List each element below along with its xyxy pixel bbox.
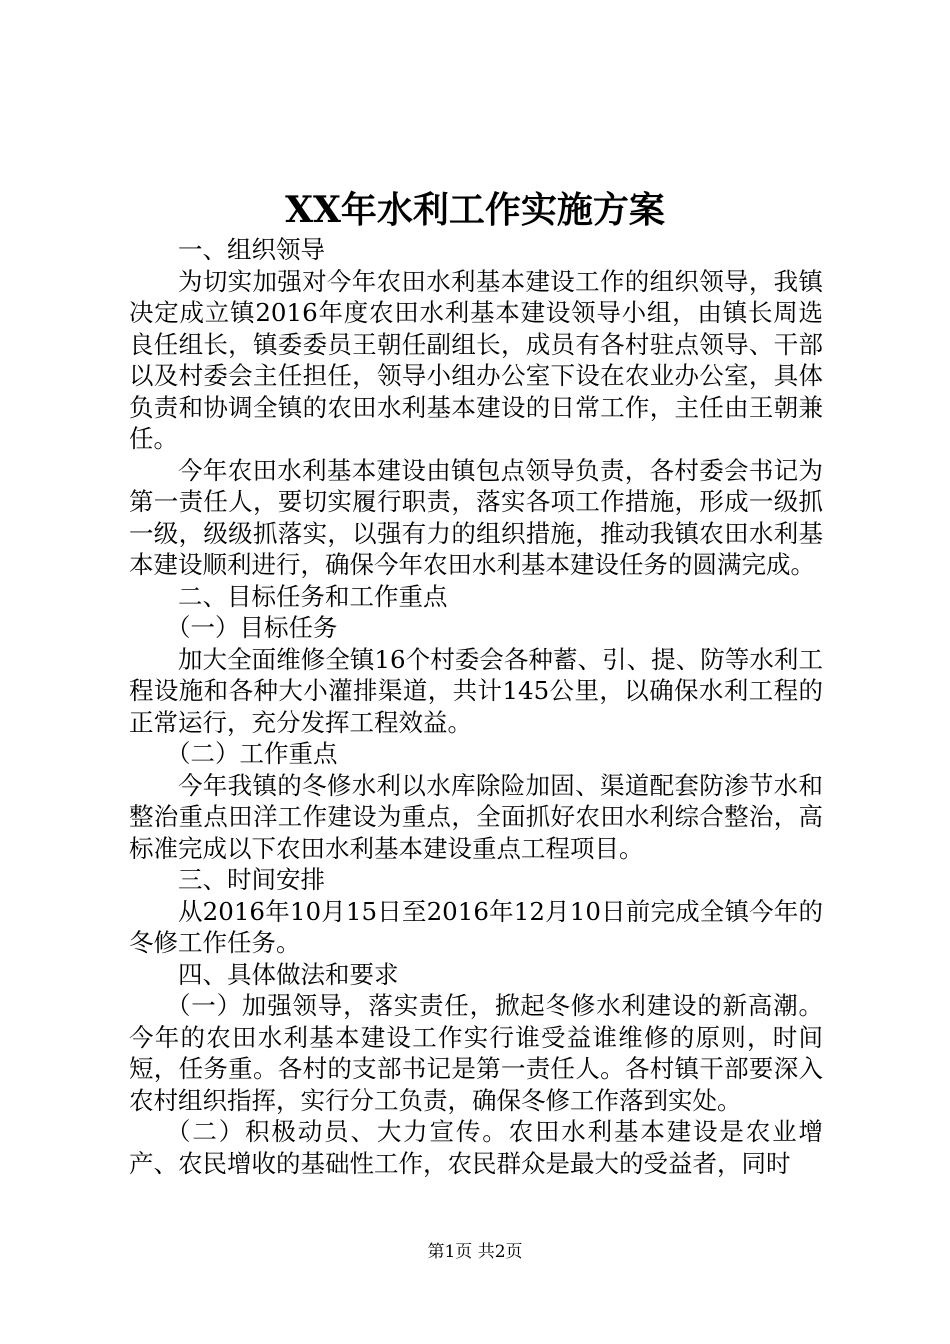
paragraph: 为切实加强对今年农田水利基本建设工作的组织领导，我镇决定成立镇2016年度农田水利基本建设领导小组，由镇长周选良任组长，镇委委员王朝任副组长，成员有各村驻点领导、干部以及村委会主任担任，领导小组办公室下设在农业办公室，具体负责和协调全镇的农田水利基本建设的日常工作，主任由王朝兼任。 <box>129 266 823 453</box>
paragraph: （一）加强领导，落实责任，掀起冬修水利建设的新高潮。今年的农田水利基本建设工作实行谁受益谁维修的原则，时间短，任务重。各村的支部书记是第一责任人。各村镇干部要深入农村组织指挥，实行分工负责，确保冬修工作落到实处。 <box>129 991 823 1115</box>
document-title: XX年水利工作实施方案 <box>285 189 665 231</box>
section-heading-4: 四、具体做法和要求 <box>178 959 399 989</box>
page-footer: 第1页 共2页 <box>427 1242 523 1262</box>
section-heading-2: 二、目标任务和工作重点 <box>178 581 448 611</box>
paragraph: 从2016年10月15日至2016年12月10日前完成全镇今年的冬修工作任务。 <box>129 896 823 957</box>
paragraph: 今年农田水利基本建设由镇包点领导负责，各村委会书记为第一责任人，要切实履行职责，落实各项工作措施，形成一级抓一级，级级抓落实，以强有力的组织措施，推动我镇农田水利基本建设顺利进行，确保今年农田水利基本建设任务的圆满完成。 <box>129 455 823 579</box>
paragraph: （二）积极动员、大力宣传。农田水利基本建设是农业增产、农民增收的基础性工作，农民群众是最大的受益者，同时 <box>129 1117 823 1178</box>
paragraph: 今年我镇的冬修水利以水库除险加固、渠道配套防渗节水和整治重点田洋工作建设为重点，全面抓好农田水利综合整治，高标准完成以下农田水利基本建设重点工程项目。 <box>129 770 823 863</box>
section-heading-1: 一、组织领导 <box>178 235 325 264</box>
paragraph: 加大全面维修全镇16个村委会各种蓄、引、提、防等水利工程设施和各种大小灌排渠道，共计145公里，以确保水利工程的正常运行，充分发挥工程效益。 <box>129 644 823 737</box>
section-heading-3: 三、时间安排 <box>178 865 325 894</box>
document-body <box>129 234 823 1179</box>
subsection-heading: （二）工作重点 <box>166 739 338 768</box>
subsection-heading: （一）目标任务 <box>166 613 338 642</box>
